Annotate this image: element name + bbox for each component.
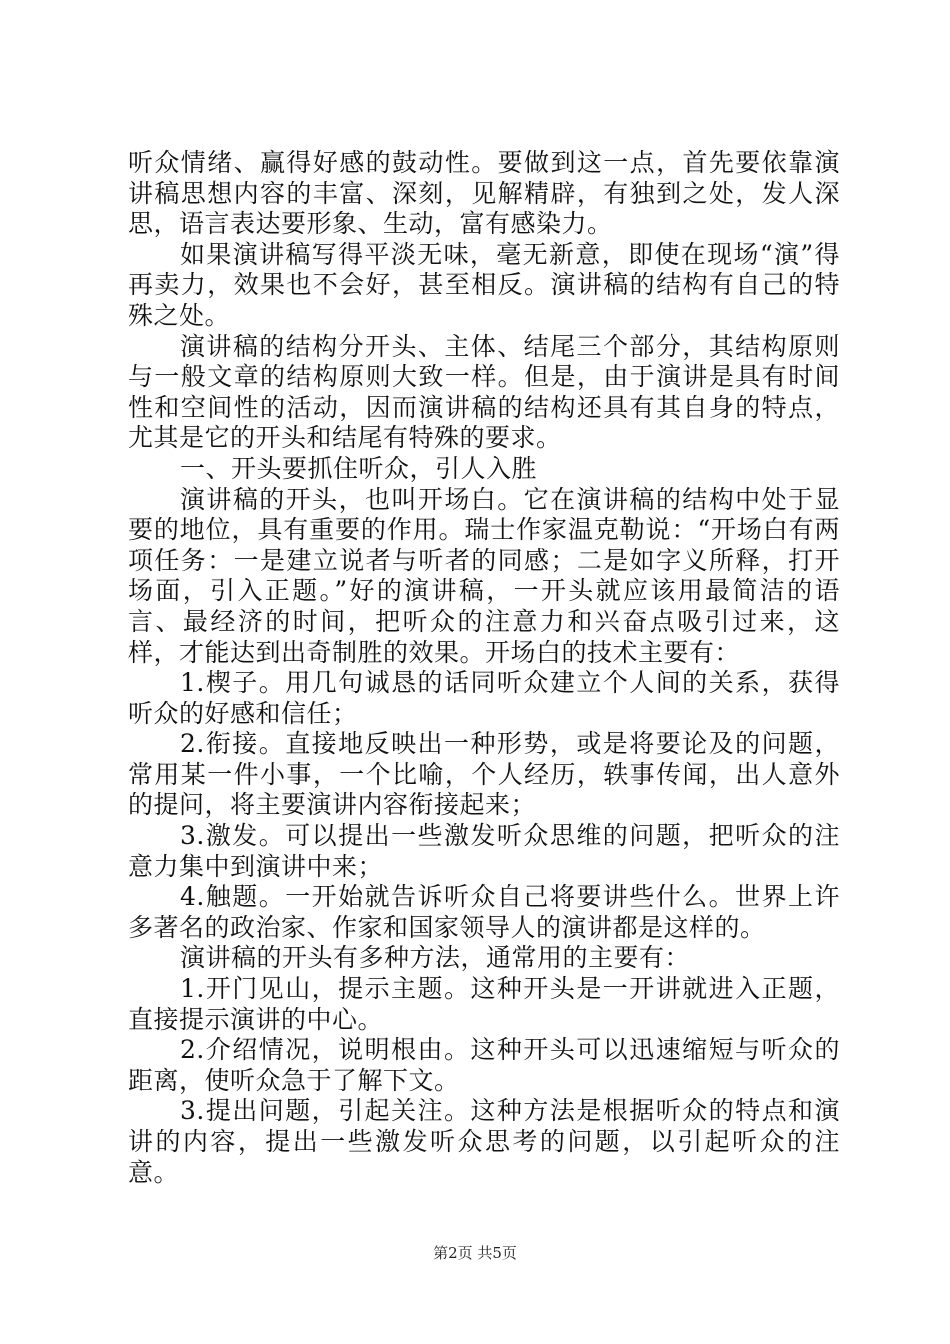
section-heading: 一、开头要抓住听众，引人入胜: [180, 453, 538, 483]
list-item: 2.衔接。直接地反映出一种形势，或是将要论及的问题，常用某一件小事，一个比喻，个人经历，轶事传闻，出人意外的提问，将主要演讲内容衔接起来；: [128, 729, 840, 820]
list-item: 1.开门见山，提示主题。这种开头是一开讲就进入正题，直接提示演讲的中心。: [128, 974, 840, 1034]
paragraph: 演讲稿的开头，也叫开场白。它在演讲稿的结构中处于显要的地位，具有重要的作用。瑞士作家温克勒说：“开场白有两项任务：一是建立说者与听者的同感；二是如字义所释，打开场面，引入正题。”好的演讲稿，一开头就应该用最简洁的语言、最经济的时间，把听众的注意力和兴奋点吸引过来，这样，才能达到出奇制胜的效果。开场白的技术主要有：: [128, 484, 840, 667]
paragraph: 演讲稿的结构分开头、主体、结尾三个部分，其结构原则与一般文章的结构原则大致一样。但是，由于演讲是具有时间性和空间性的活动，因而演讲稿的结构还具有其自身的特点，尤其是它的开头和结尾有特殊的要求。: [128, 331, 840, 453]
document-body: [128, 148, 840, 1188]
paragraph: 演讲稿的开头有多种方法，通常用的主要有：: [180, 943, 691, 973]
list-item: 1.楔子。用几句诚恳的话同听众建立个人间的关系，获得听众的好感和信任；: [128, 668, 840, 728]
list-item: 2.介绍情况，说明根由。这种开头可以迅速缩短与听众的距离，使听众急于了解下文。: [128, 1035, 840, 1095]
list-item: 3.激发。可以提出一些激发听众思维的问题，把听众的注意力集中到演讲中来；: [128, 821, 840, 881]
list-item: 3.提出问题，引起关注。这种方法是根据听众的特点和演讲的内容，提出一些激发听众思考的问题，以引起听众的注意。: [128, 1096, 840, 1187]
page-number: 第2页 共5页: [433, 1244, 517, 1262]
list-item: 4.触题。一开始就告诉听众自己将要讲些什么。世界上许多著名的政治家、作家和国家领导人的演讲都是这样的。: [128, 882, 840, 942]
paragraph: 听众情绪、赢得好感的鼓动性。要做到这一点，首先要依靠演讲稿思想内容的丰富、深刻，见解精辟，有独到之处，发人深思，语言表达要形象、生动，富有感染力。: [128, 148, 840, 239]
paragraph: 如果演讲稿写得平淡无味，毫无新意，即使在现场“演”得再卖力，效果也不会好，甚至相反。演讲稿的结构有自己的特殊之处。: [128, 239, 840, 330]
